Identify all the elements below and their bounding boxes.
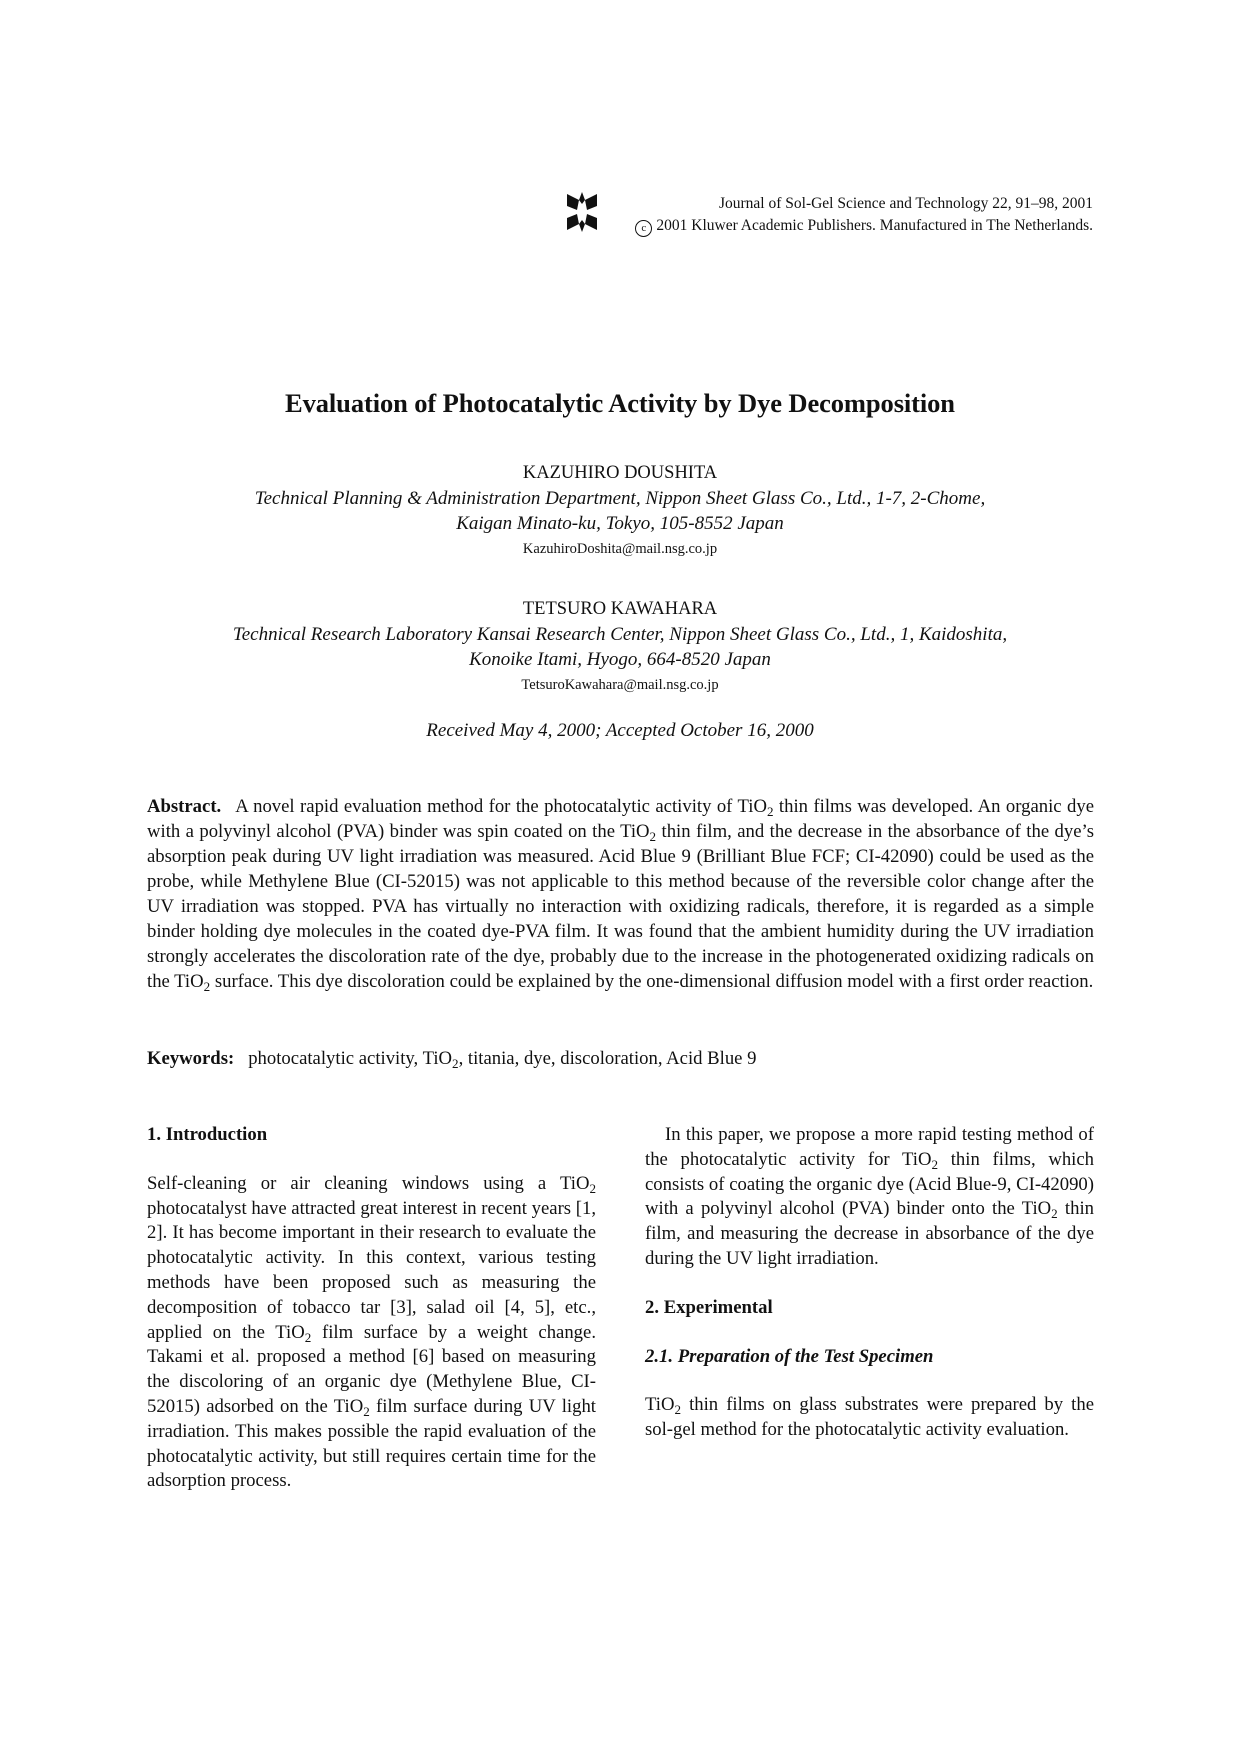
author-affiliation: Konoike Itami, Hyogo, 664-8520 Japan bbox=[469, 649, 771, 670]
author-name: TETSURO KAWAHARA bbox=[522, 599, 718, 619]
author-email: TetsuroKawahara@mail.nsg.co.jp bbox=[521, 677, 719, 693]
intro-paragraph-2: In this paper, we propose a more rapid testing method of the photocatalytic activity for TiO$_2$ thin films, which consists of coating the organic dye (Acid Blue-9, CI-42090) with a polyvinyl alcohol (PVA) binder onto the TiO$_2$ thin film, and measuring the decrease in absorbance of the dye during the UV light irradiation. bbox=[645, 1124, 1095, 1269]
keywords-label: Keywords: bbox=[147, 1048, 235, 1069]
author-name: KAZUHIRO DOUSHITA bbox=[522, 463, 718, 483]
author-affiliation: Technical Research Laboratory Kansai Research Center, Nippon Sheet Glass Co., Ltd., 1, Kaidoshita, bbox=[232, 624, 1008, 645]
received-dates: Received May 4, 2000; Accepted October 16, 2000 bbox=[426, 720, 814, 741]
abstract: Abstract. A novel rapid evaluation method for the photocatalytic activity of TiO$_2$ thin films was developed. An organic dye with a polyvinyl alcohol (PVA) binder was spin coated on the TiO$_2$ thin film, and the decrease in the absorbance of the dye’s absorption peak during UV light irradiation was measured. Acid Blue 9 (Brilliant Blue FCF; CI-42090) could be used as the probe, while Methylene Blue (CI-52015) was not applicable to this method because of the reversible color change after the UV irradiation was stopped. PVA has virtually no interaction with oxidizing radicals, therefore, it is regarded as a simple binder holding dye molecules in the coated dye-PVA film. It was found that the ambient humidity during the UV irradiation strongly accelerates the discoloration rate of the dye, probably due to the increase in the photogenerated oxidizing radicals on the TiO$_2$ surface. This dye discoloration could be explained by the one-dimensional diffusion model with a first order reaction. bbox=[147, 796, 1094, 994]
right-column bbox=[645, 1123, 1094, 1443]
paper-title: Evaluation of Photocatalytic Activity by Dye Decomposition bbox=[285, 388, 955, 418]
author-affiliation: Kaigan Minato-ku, Tokyo, 105-8552 Japan bbox=[456, 513, 784, 534]
journal-masthead bbox=[560, 193, 1093, 237]
keywords: Keywords: photocatalytic activity, TiO$_2$, titania, dye, discoloration, Acid Blue 9 bbox=[147, 1048, 757, 1071]
author-block-1 bbox=[120, 460, 1120, 561]
author-block-2 bbox=[120, 596, 1120, 697]
journal-citation: Journal of Sol-Gel Science and Technology 22, 91–98, 2001 bbox=[718, 195, 1093, 212]
section-heading-experimental: 2. Experimental bbox=[645, 1296, 773, 1318]
abstract-label: Abstract. bbox=[147, 796, 222, 817]
author-affiliation: Technical Planning & Administration Department, Nippon Sheet Glass Co., Ltd., 1-7, 2-Chome, bbox=[254, 488, 986, 509]
author-email: KazuhiroDoshita@mail.nsg.co.jp bbox=[522, 541, 718, 557]
experimental-paragraph-1: TiO$_2$ thin films on glass substrates were prepared by the sol-gel method for the photocatalytic activity evaluation. bbox=[645, 1394, 1094, 1441]
copyright-line: c 2001 Kluwer Academic Publishers. Manufactured in The Netherlands. bbox=[560, 215, 1093, 237]
section-heading-introduction: 1. Introduction bbox=[147, 1124, 268, 1145]
copyright-symbol: c bbox=[635, 220, 652, 237]
intro-paragraph-1: Self-cleaning or air cleaning windows using a TiO$_2$ photocatalyst have attracted great interest in recent years [1, 2]. It has become important in their research to evaluate the photocatalytic activity. In this context, various testing methods have been proposed such as measuring the decomposition of tobacco tar [3], salad oil [4, 5], etc., applied on the TiO$_2$ film surface by a weight change. Takami et al. proposed a method [6] based on measuring the discoloring of an organic dye (Methylene Blue, CI-52015) adsorbed on the TiO$_2$ film surface during UV light irradiation. This makes possible the rapid evaluation of the photocatalytic activity, but still requires certain time for the adsorption process. bbox=[147, 1172, 597, 1492]
subsection-heading-preparation: 2.1. Preparation of the Test Specimen bbox=[645, 1345, 934, 1367]
left-column bbox=[147, 1123, 596, 1494]
